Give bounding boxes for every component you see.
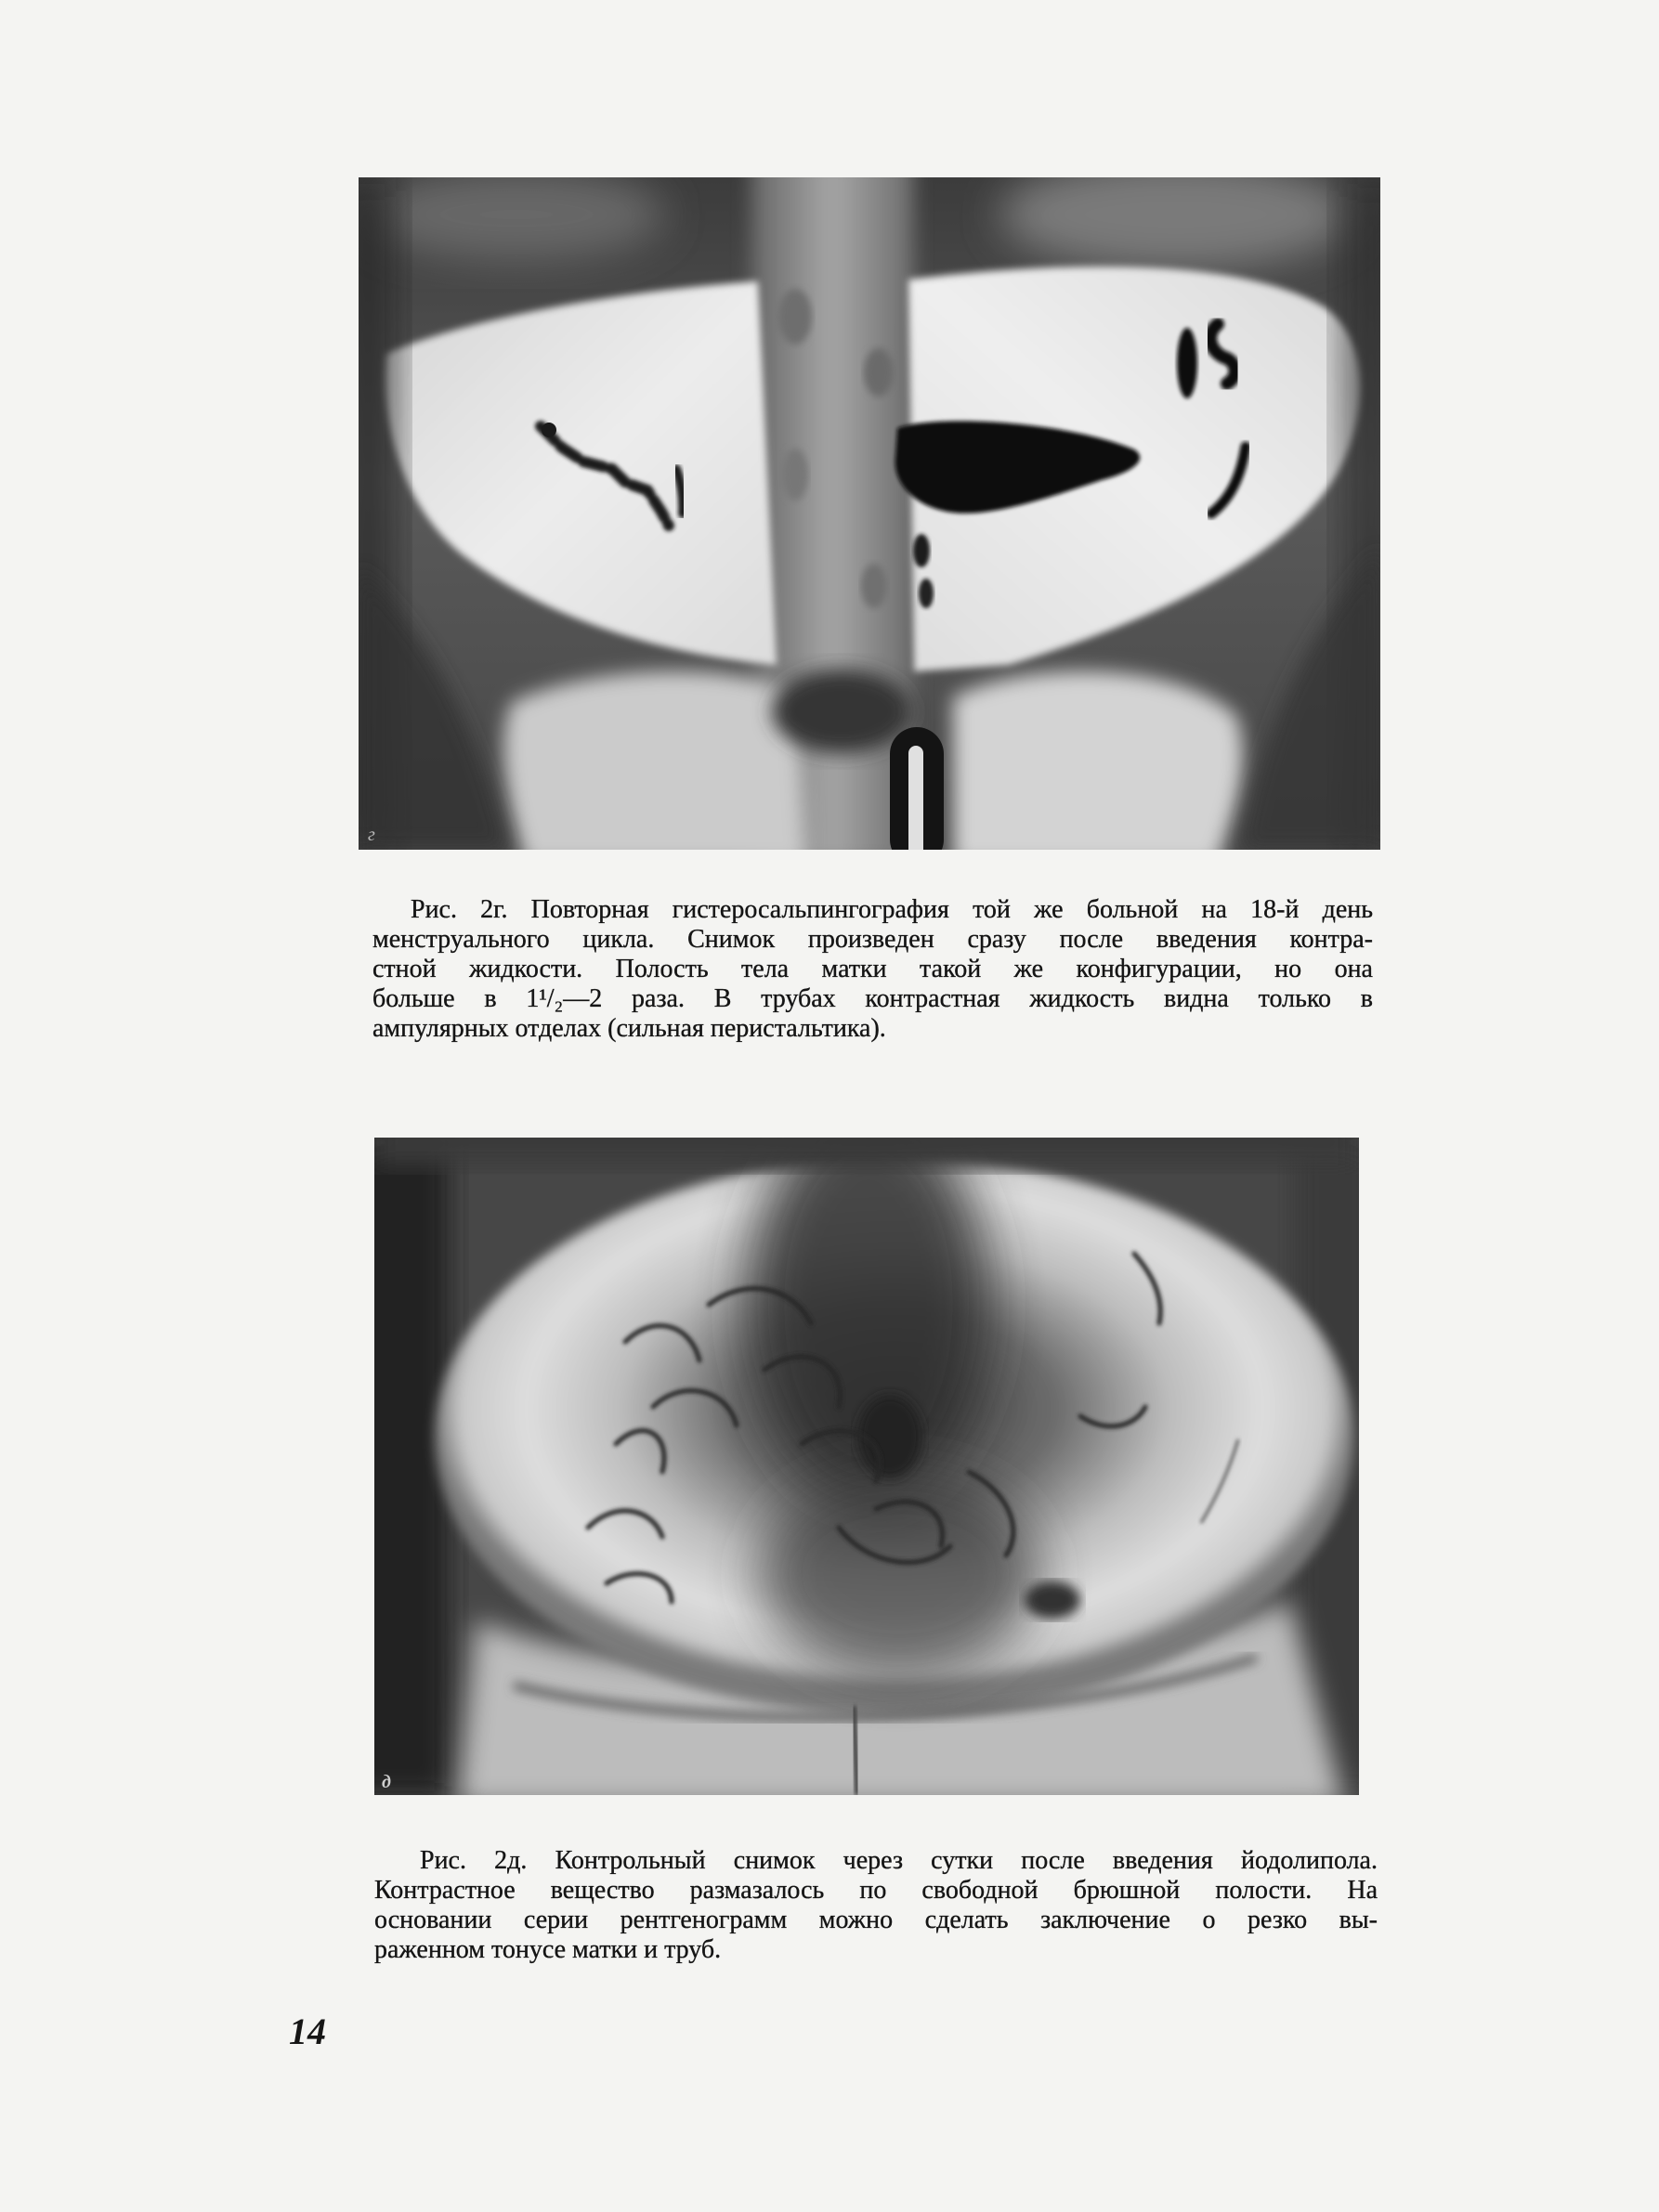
- caption-line: ампулярных отделах (сильная перистальтика).: [372, 1014, 886, 1043]
- figure-2g-caption: [372, 895, 1373, 1044]
- figure-2d-image-label: д: [382, 1772, 391, 1792]
- caption-line: больше в 1¹/₂—2 раза. В трубах контрастная жидкость видна только в: [372, 984, 1373, 1013]
- caption-line: Контрастное вещество размазалось по свободной брюшной полости. На: [374, 1876, 1378, 1905]
- caption-line: раженном тонусе матки и труб.: [374, 1935, 722, 1964]
- page-number: 14: [289, 2010, 326, 2052]
- figure-2g-image-label: г: [368, 825, 375, 845]
- caption-line: менструального цикла. Снимок произведен сразу после введения контра-: [372, 925, 1373, 954]
- figure-2d-xray-image: [374, 1138, 1359, 1795]
- caption-line: основании серии рентгенограмм можно сделать заключение о резко вы-: [374, 1906, 1378, 1934]
- figure-2d-caption: [374, 1846, 1378, 1965]
- figure-2g-xray-image: [359, 177, 1380, 850]
- caption-line: Рис. 2д. Контрольный снимок через сутки после введения йодолипола.: [420, 1846, 1378, 1875]
- caption-line: стной жидкости. Полость тела матки такой же конфигурации, но она: [372, 955, 1373, 983]
- caption-line: Рис. 2г. Повторная гистеросальпингография той же больной на 18-й день: [411, 895, 1373, 924]
